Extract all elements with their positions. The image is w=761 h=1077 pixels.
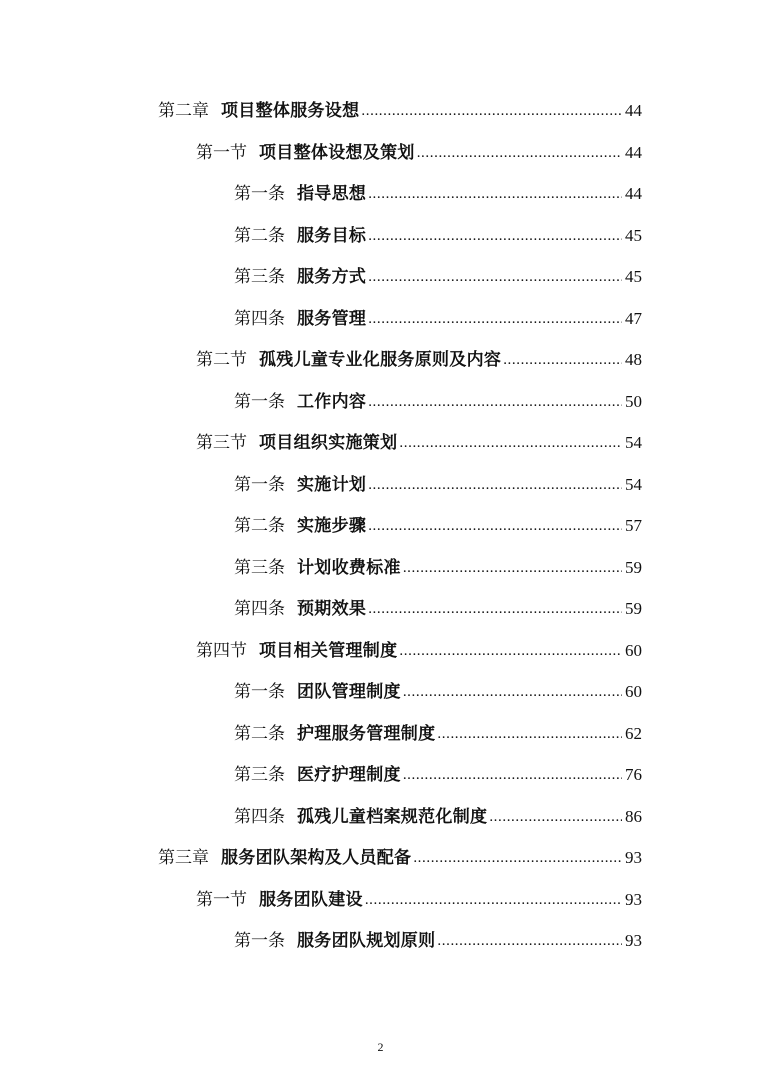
toc-entry[interactable] bbox=[0, 298, 761, 340]
entry-number: 第一条 bbox=[234, 931, 285, 950]
entry-title: 指导思想 bbox=[297, 184, 367, 203]
toc-entry[interactable] bbox=[0, 422, 761, 464]
entry-title: 项目相关管理制度 bbox=[259, 640, 398, 660]
entry-page-number: 60 bbox=[625, 640, 642, 660]
entry-title: 计划收费标准 bbox=[297, 557, 401, 577]
dot-leader bbox=[368, 214, 622, 258]
toc-entry[interactable] bbox=[0, 630, 761, 672]
toc-entry[interactable] bbox=[0, 464, 761, 506]
entry-number: 第二节 bbox=[196, 350, 247, 369]
dot-leader bbox=[489, 795, 622, 839]
entry-page-number: 45 bbox=[625, 225, 642, 245]
entry-page-number: 48 bbox=[625, 350, 642, 369]
toc-entry[interactable] bbox=[0, 920, 761, 962]
entry-title: 工作内容 bbox=[297, 391, 367, 411]
entry-page-number: 44 bbox=[625, 101, 642, 120]
entry-title: 医疗护理制度 bbox=[297, 765, 401, 784]
entry-title: 孤残儿童档案规范化制度 bbox=[297, 806, 488, 826]
entry-title: 服务方式 bbox=[297, 267, 367, 286]
toc-entry[interactable] bbox=[0, 256, 761, 298]
entry-number: 第一条 bbox=[234, 391, 285, 411]
dot-leader bbox=[413, 836, 622, 880]
entry-number: 第三条 bbox=[234, 557, 285, 577]
entry-number: 第二章 bbox=[158, 101, 209, 120]
toc-entry[interactable] bbox=[0, 132, 761, 174]
toc-entry[interactable] bbox=[0, 215, 761, 257]
entry-number: 第三条 bbox=[234, 765, 285, 784]
toc-entry[interactable] bbox=[0, 547, 761, 589]
dot-leader bbox=[403, 753, 622, 797]
dot-leader bbox=[368, 255, 622, 299]
entry-number: 第三条 bbox=[234, 267, 285, 286]
entry-number: 第二条 bbox=[234, 225, 285, 245]
entry-title: 服务团队架构及人员配备 bbox=[221, 848, 412, 867]
page-number: 2 bbox=[377, 1040, 384, 1054]
entry-title: 服务管理 bbox=[297, 308, 367, 328]
entry-page-number: 93 bbox=[625, 889, 642, 909]
dot-leader bbox=[368, 463, 622, 507]
entry-page-number: 54 bbox=[625, 433, 642, 452]
entry-number: 第一节 bbox=[196, 142, 247, 162]
entry-number: 第一节 bbox=[196, 889, 247, 909]
toc-entry[interactable] bbox=[0, 505, 761, 547]
toc-entry[interactable] bbox=[0, 671, 761, 713]
entry-number: 第四条 bbox=[234, 599, 285, 618]
toc-entry[interactable] bbox=[0, 588, 761, 630]
entry-number: 第一条 bbox=[234, 682, 285, 701]
entry-page-number: 50 bbox=[625, 391, 642, 411]
entry-page-number: 60 bbox=[625, 682, 642, 701]
entry-page-number: 86 bbox=[625, 806, 642, 826]
entry-number: 第一条 bbox=[234, 184, 285, 203]
entry-number: 第四节 bbox=[196, 640, 247, 660]
dot-leader bbox=[403, 670, 622, 714]
entry-page-number: 57 bbox=[625, 516, 642, 535]
dot-leader bbox=[503, 338, 622, 382]
dot-leader bbox=[368, 587, 622, 631]
dot-leader bbox=[368, 380, 622, 424]
dot-leader bbox=[361, 89, 622, 133]
toc-entry[interactable] bbox=[0, 713, 761, 755]
dot-leader bbox=[437, 919, 622, 963]
entry-page-number: 44 bbox=[625, 184, 642, 203]
dot-leader bbox=[437, 712, 622, 756]
entry-page-number: 47 bbox=[625, 308, 642, 328]
dot-leader bbox=[399, 629, 622, 673]
dot-leader bbox=[368, 504, 622, 548]
entry-title: 项目组织实施策划 bbox=[259, 433, 398, 452]
toc-entry[interactable] bbox=[0, 381, 761, 423]
entry-title: 项目整体设想及策划 bbox=[259, 142, 415, 162]
entry-page-number: 59 bbox=[625, 557, 642, 577]
entry-page-number: 59 bbox=[625, 599, 642, 618]
entry-number: 第二条 bbox=[234, 516, 285, 535]
toc-entry[interactable] bbox=[0, 339, 761, 381]
entry-number: 第四条 bbox=[234, 308, 285, 328]
entry-title: 项目整体服务设想 bbox=[221, 101, 360, 120]
dot-leader bbox=[399, 421, 622, 465]
entry-number: 第一条 bbox=[234, 474, 285, 494]
dot-leader bbox=[368, 172, 622, 216]
entry-number: 第三章 bbox=[158, 848, 209, 867]
entry-page-number: 44 bbox=[625, 142, 642, 162]
dot-leader bbox=[403, 546, 622, 590]
dot-leader bbox=[368, 297, 622, 341]
entry-page-number: 62 bbox=[625, 723, 642, 743]
entry-page-number: 93 bbox=[625, 931, 642, 950]
entry-page-number: 76 bbox=[625, 765, 642, 784]
entry-title: 实施步骤 bbox=[297, 516, 367, 535]
entry-title: 服务团队规划原则 bbox=[297, 931, 436, 950]
entry-title: 服务团队建设 bbox=[259, 889, 363, 909]
toc-entry[interactable] bbox=[0, 837, 761, 879]
entry-number: 第四条 bbox=[234, 806, 285, 826]
entry-title: 服务目标 bbox=[297, 225, 367, 245]
entry-title: 孤残儿童专业化服务原则及内容 bbox=[259, 350, 502, 369]
toc-entry[interactable] bbox=[0, 754, 761, 796]
toc-entry[interactable] bbox=[0, 879, 761, 921]
table-of-contents bbox=[0, 90, 761, 962]
toc-entry[interactable] bbox=[0, 796, 761, 838]
entry-page-number: 45 bbox=[625, 267, 642, 286]
entry-title: 实施计划 bbox=[297, 474, 367, 494]
dot-leader bbox=[417, 131, 622, 175]
entry-page-number: 93 bbox=[625, 848, 642, 867]
entry-number: 第三节 bbox=[196, 433, 247, 452]
dot-leader bbox=[365, 878, 622, 922]
entry-page-number: 54 bbox=[625, 474, 642, 494]
entry-title: 团队管理制度 bbox=[297, 682, 401, 701]
toc-entry[interactable] bbox=[0, 173, 761, 215]
entry-number: 第二条 bbox=[234, 723, 285, 743]
entry-title: 预期效果 bbox=[297, 599, 367, 618]
entry-title: 护理服务管理制度 bbox=[297, 723, 436, 743]
toc-entry[interactable] bbox=[0, 90, 761, 132]
